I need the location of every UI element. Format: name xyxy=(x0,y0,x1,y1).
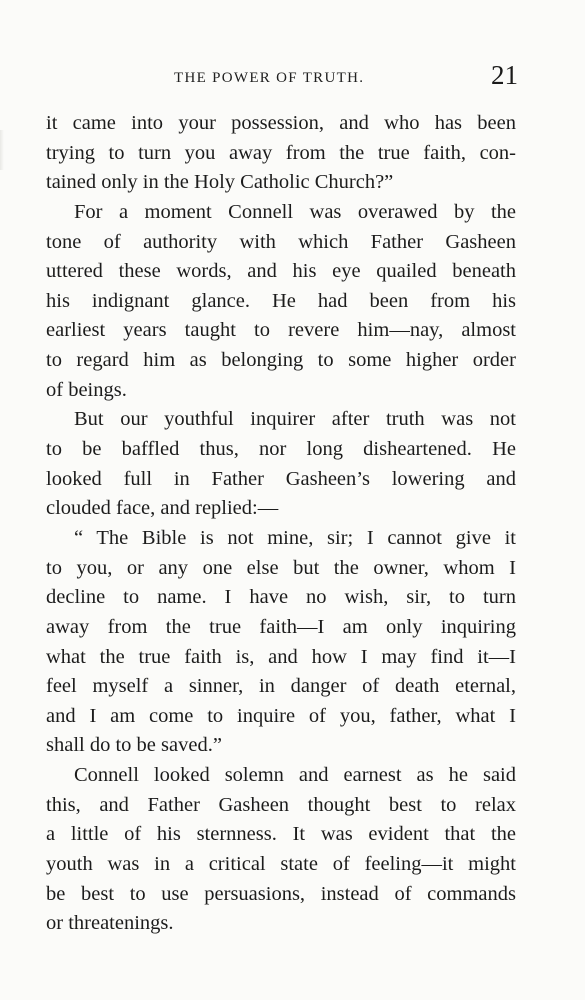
text-line: be best to use persuasions, instead of commands xyxy=(46,882,516,905)
text-line: of beings. xyxy=(46,378,127,401)
text-line: it came into your possession, and who has been xyxy=(46,112,516,134)
text-line: to regard him as belonging to some higher order xyxy=(46,349,516,372)
page-number: 21 xyxy=(491,60,518,90)
text-line: Connell looked solemn and earnest as he said xyxy=(74,764,516,787)
text-line: earliest years taught to revere him—nay, almost xyxy=(46,319,516,342)
text-line: and I am come to inquire of you, father, what I xyxy=(46,704,516,727)
text-line: his indignant glance. He had been from his xyxy=(46,289,516,312)
text-line: For a moment Connell was overawed by the xyxy=(74,200,516,223)
running-head: THE POWER OF TRUTH. xyxy=(174,70,365,86)
page-header xyxy=(46,58,518,90)
text-line: decline to name. I have no wish, sir, to turn xyxy=(46,586,516,609)
text-line: tained only in the Holy Catholic Church?” xyxy=(46,171,394,194)
text-line: uttered these words, and his eye quailed beneath xyxy=(46,260,516,283)
text-line: tone of authority with which Father Gasheen xyxy=(46,230,516,253)
text-line: or threatenings. xyxy=(46,912,174,935)
text-line: “ The Bible is not mine, sir; I cannot give it xyxy=(74,526,516,549)
text-line: clouded face, and replied:— xyxy=(46,497,279,520)
text-line: feel myself a sinner, in danger of death eternal, xyxy=(46,675,516,698)
text-line: looked full in Father Gasheen’s lowering and xyxy=(46,467,516,490)
text-line: this, and Father Gasheen thought best to relax xyxy=(46,793,516,816)
text-line: shall do to be saved.” xyxy=(46,734,222,757)
text-line: to you, or any one else but the owner, whom I xyxy=(46,556,516,579)
text-line: away from the true faith—I am only inquiring xyxy=(46,615,516,638)
text-line: to be baffled thus, nor long disheartened. He xyxy=(46,438,516,461)
text-line: what the true faith is, and how I may find it—I xyxy=(46,645,516,668)
page-edge-shadow xyxy=(0,130,4,170)
body-text xyxy=(46,109,516,939)
text-line: a little of his sternness. It was evident that the xyxy=(46,823,516,846)
text-line: But our youthful inquirer after truth was not xyxy=(74,408,516,431)
text-line: trying to turn you away from the true faith, con- xyxy=(46,141,516,164)
text-line: youth was in a critical state of feeling—it might xyxy=(46,853,516,876)
